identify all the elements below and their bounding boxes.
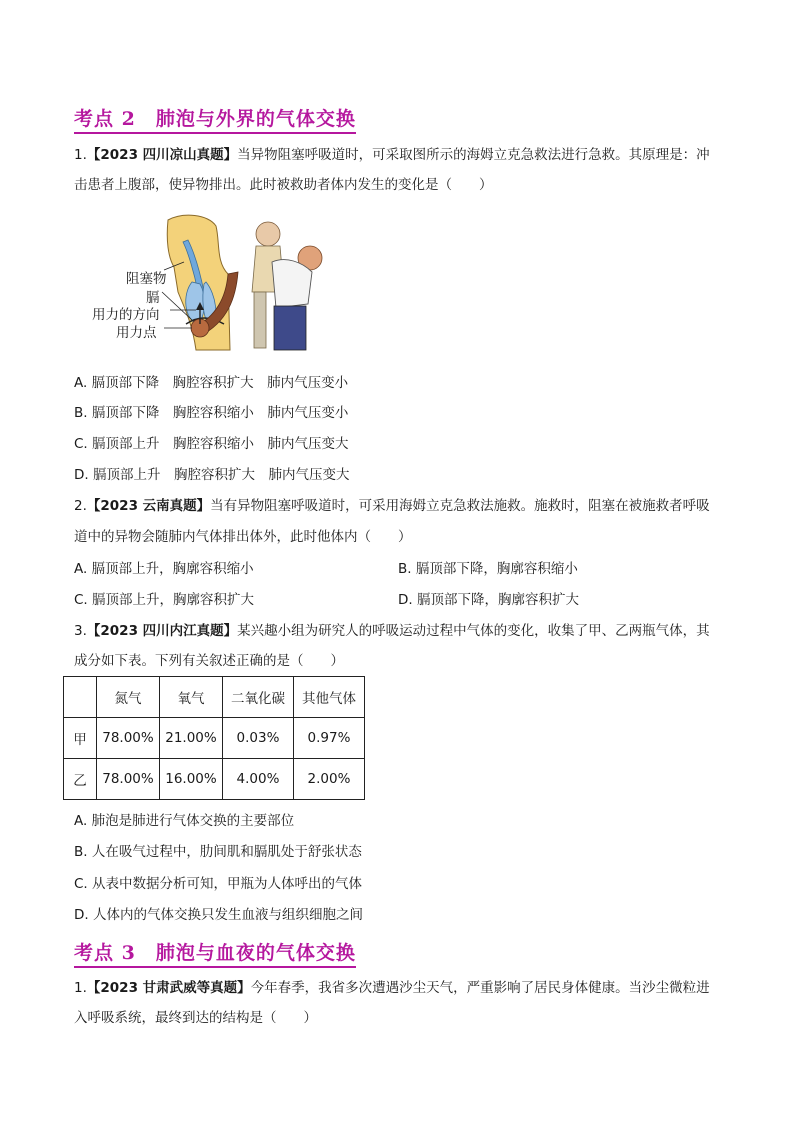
question-source: 【2023 四川凉山真题】 bbox=[86, 147, 238, 163]
q1-option-c[interactable]: C. 膈顶部上升 胸腔容积缩小 肺内气压变大 bbox=[74, 436, 349, 452]
q2-option-a[interactable]: A. 膈顶部上升，胸廓容积缩小 bbox=[74, 561, 254, 577]
table-header-row bbox=[64, 677, 365, 718]
table-row bbox=[64, 759, 365, 800]
table-cell: 4.00% bbox=[223, 759, 294, 800]
question-source: 【2023 云南真题】 bbox=[86, 498, 211, 514]
table-cell: 2.00% bbox=[294, 759, 365, 800]
section-title-2: 考点 2 肺泡与外界的气体交换 bbox=[74, 104, 356, 134]
figure-label-force-direction: 用力的方向 bbox=[92, 307, 160, 323]
table-cell: 16.00% bbox=[160, 759, 223, 800]
table-cell: 0.03% bbox=[223, 718, 294, 759]
table-header-cell: 二氧化碳 bbox=[223, 677, 294, 718]
q3-option-c[interactable]: C. 从表中数据分析可知，甲瓶为人体呼出的气体 bbox=[74, 876, 363, 892]
table-row bbox=[64, 718, 365, 759]
table-header-cell: 氧气 bbox=[160, 677, 223, 718]
table-cell: 21.00% bbox=[160, 718, 223, 759]
table-header-cell: 其他气体 bbox=[294, 677, 365, 718]
table-cell: 甲 bbox=[64, 718, 97, 759]
question-1-line-2: 击患者上腹部，使异物排出。此时被救助者体内发生的变化是（ ） bbox=[74, 177, 493, 193]
question-4-line-1 bbox=[74, 979, 710, 997]
heimlich-figure bbox=[88, 212, 338, 352]
table-cell: 乙 bbox=[64, 759, 97, 800]
table-cell: 78.00% bbox=[97, 759, 160, 800]
q2-option-c[interactable]: C. 膈顶部上升，胸廓容积扩大 bbox=[74, 592, 255, 608]
q3-option-d[interactable]: D. 人体内的气体交换只发生血液与组织细胞之间 bbox=[74, 907, 363, 923]
section-title-3: 考点 3 肺泡与血夜的气体交换 bbox=[74, 938, 356, 968]
gas-composition-table bbox=[63, 676, 365, 800]
q1-option-b[interactable]: B. 膈顶部下降 胸腔容积缩小 肺内气压变小 bbox=[74, 405, 349, 421]
question-number: 1. bbox=[74, 147, 87, 163]
table-cell: 78.00% bbox=[97, 718, 160, 759]
question-number: 2. bbox=[74, 498, 87, 514]
q3-option-b[interactable]: B. 人在吸气过程中，肋间肌和膈肌处于舒张状态 bbox=[74, 844, 362, 860]
q2-option-d[interactable]: D. 膈顶部下降，胸廓容积扩大 bbox=[398, 592, 579, 608]
question-text: 当有异物阻塞呼吸道时，可采用海姆立克急救法施救。施救时，阻塞在被施救者呼吸 bbox=[210, 498, 710, 514]
figure-label-force-point: 用力点 bbox=[116, 325, 157, 341]
question-text: 今年春季，我省多次遭遇沙尘天气，严重影响了居民身体健康。当沙尘微粒进 bbox=[250, 980, 710, 996]
table-header-cell bbox=[64, 677, 97, 718]
question-2-line-1 bbox=[74, 497, 710, 515]
figure-label-diaphragm: 膈 bbox=[146, 290, 160, 306]
question-number: 3. bbox=[74, 623, 87, 639]
q1-option-d[interactable]: D. 膈顶部上升 胸腔容积扩大 肺内气压变大 bbox=[74, 467, 350, 483]
question-1-line-1 bbox=[74, 146, 710, 164]
question-number: 1. bbox=[74, 980, 87, 996]
question-text: 某兴趣小组为研究人的呼吸运动过程中气体的变化，收集了甲、乙两瓶气体，其 bbox=[237, 623, 710, 639]
question-text: 当异物阻塞呼吸道时，可采取图所示的海姆立克急救法进行急救。其原理是：冲 bbox=[237, 147, 710, 163]
figure-label-obstruction: 阻塞物 bbox=[126, 271, 167, 287]
question-3-line-1 bbox=[74, 622, 710, 640]
table-header-cell: 氮气 bbox=[97, 677, 160, 718]
table-cell: 0.97% bbox=[294, 718, 365, 759]
question-3-line-2: 成分如下表。下列有关叙述正确的是（ ） bbox=[74, 653, 344, 669]
q1-option-a[interactable]: A. 膈顶部下降 胸腔容积扩大 肺内气压变小 bbox=[74, 375, 349, 391]
question-4-line-2: 入呼吸系统，最终到达的结构是（ ） bbox=[74, 1010, 317, 1026]
q3-option-a[interactable]: A. 肺泡是肺进行气体交换的主要部位 bbox=[74, 813, 295, 829]
q2-option-b[interactable]: B. 膈顶部下降，胸廓容积缩小 bbox=[398, 561, 578, 577]
question-source: 【2023 四川内江真题】 bbox=[86, 623, 238, 639]
question-2-line-2: 道中的异物会随肺内气体排出体外，此时他体内（ ） bbox=[74, 529, 412, 545]
question-source: 【2023 甘肃武威等真题】 bbox=[86, 980, 251, 996]
